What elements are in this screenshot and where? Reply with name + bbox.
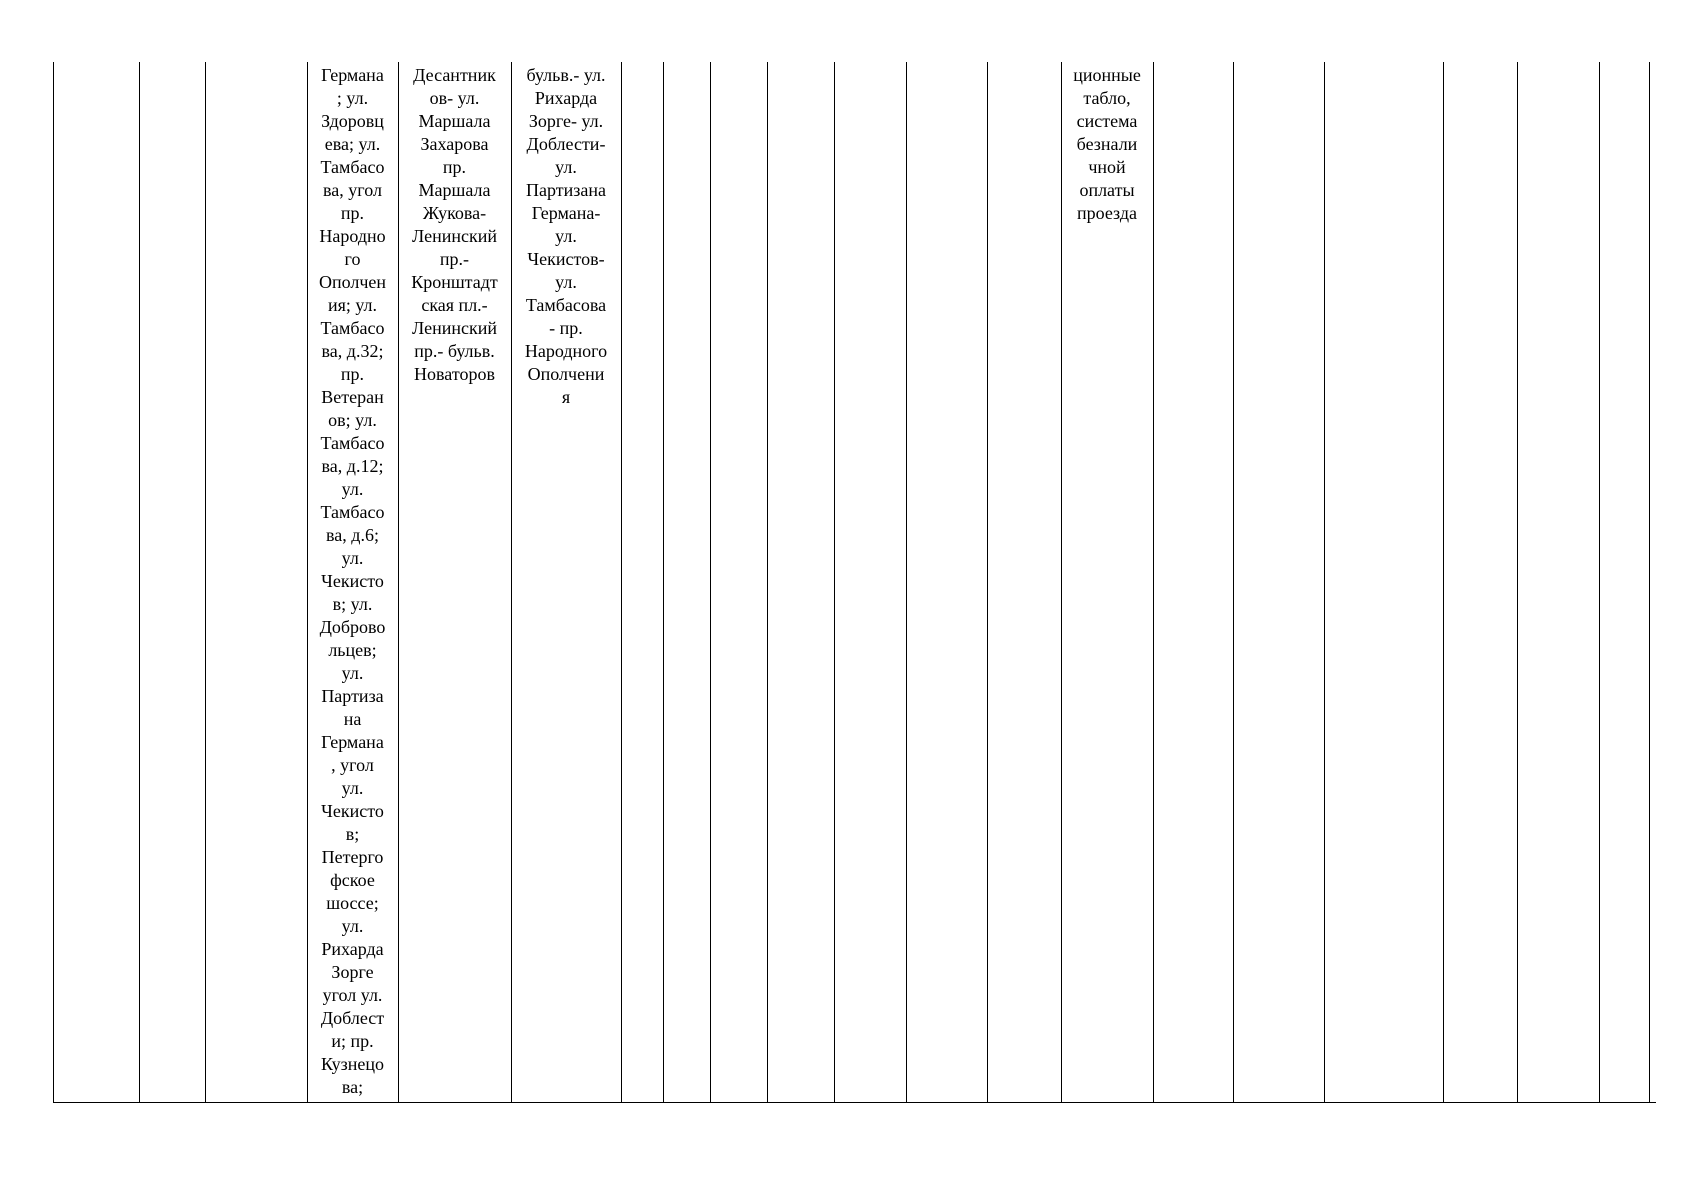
cell-stops-list: Германа ; ул. Здоровц ева; ул. Тамбасо ва, угол пр. Народно го Ополчен ия; ул. Тамбасо ва, д.32; пр. Ветеран ов; ул. Тамбасо ва, д.12; ул. Тамбасо ва, д.6; ул. Чекисто в; ул. Доброво льцев; ул. Партиза на Германа , угол ул. Чекисто в; Петерго фское шоссе; ул. Рихарда Зорге угол ул. Доблест и; пр. Кузнецо ва; [318,65,387,1097]
column-border [1517,62,1518,1103]
table-bottom-border [53,1102,1656,1103]
cell-route-forward: Десантник ов- ул. Маршала Захарова пр. Маршала Жукова- Ленинский пр.- Кронштадт ская пл.- Ленинский пр.- бульв. Новаторов [411,65,498,384]
column-border [710,62,711,1103]
column-border [1443,62,1444,1103]
column-border [834,62,835,1103]
column-border [1233,62,1234,1103]
column-border [205,62,206,1103]
cell-equipment: ционные табло, система безнали чной оплаты проезда [1073,65,1141,223]
column-border [139,62,140,1103]
column-border [1153,62,1154,1103]
column-border [987,62,988,1103]
column-border [1324,62,1325,1103]
column-border [906,62,907,1103]
column-border [53,62,54,1103]
cell-route-backward: бульв.- ул. Рихарда Зорге- ул. Доблести- ул. Партизана Германа- ул. Чекистов- ул. Тамбасова - пр. Народного Ополчени я [524,65,608,407]
column-border [663,62,664,1103]
column-border [767,62,768,1103]
column-border [621,62,622,1103]
column-border [1649,62,1650,1103]
column-border [1599,62,1600,1103]
